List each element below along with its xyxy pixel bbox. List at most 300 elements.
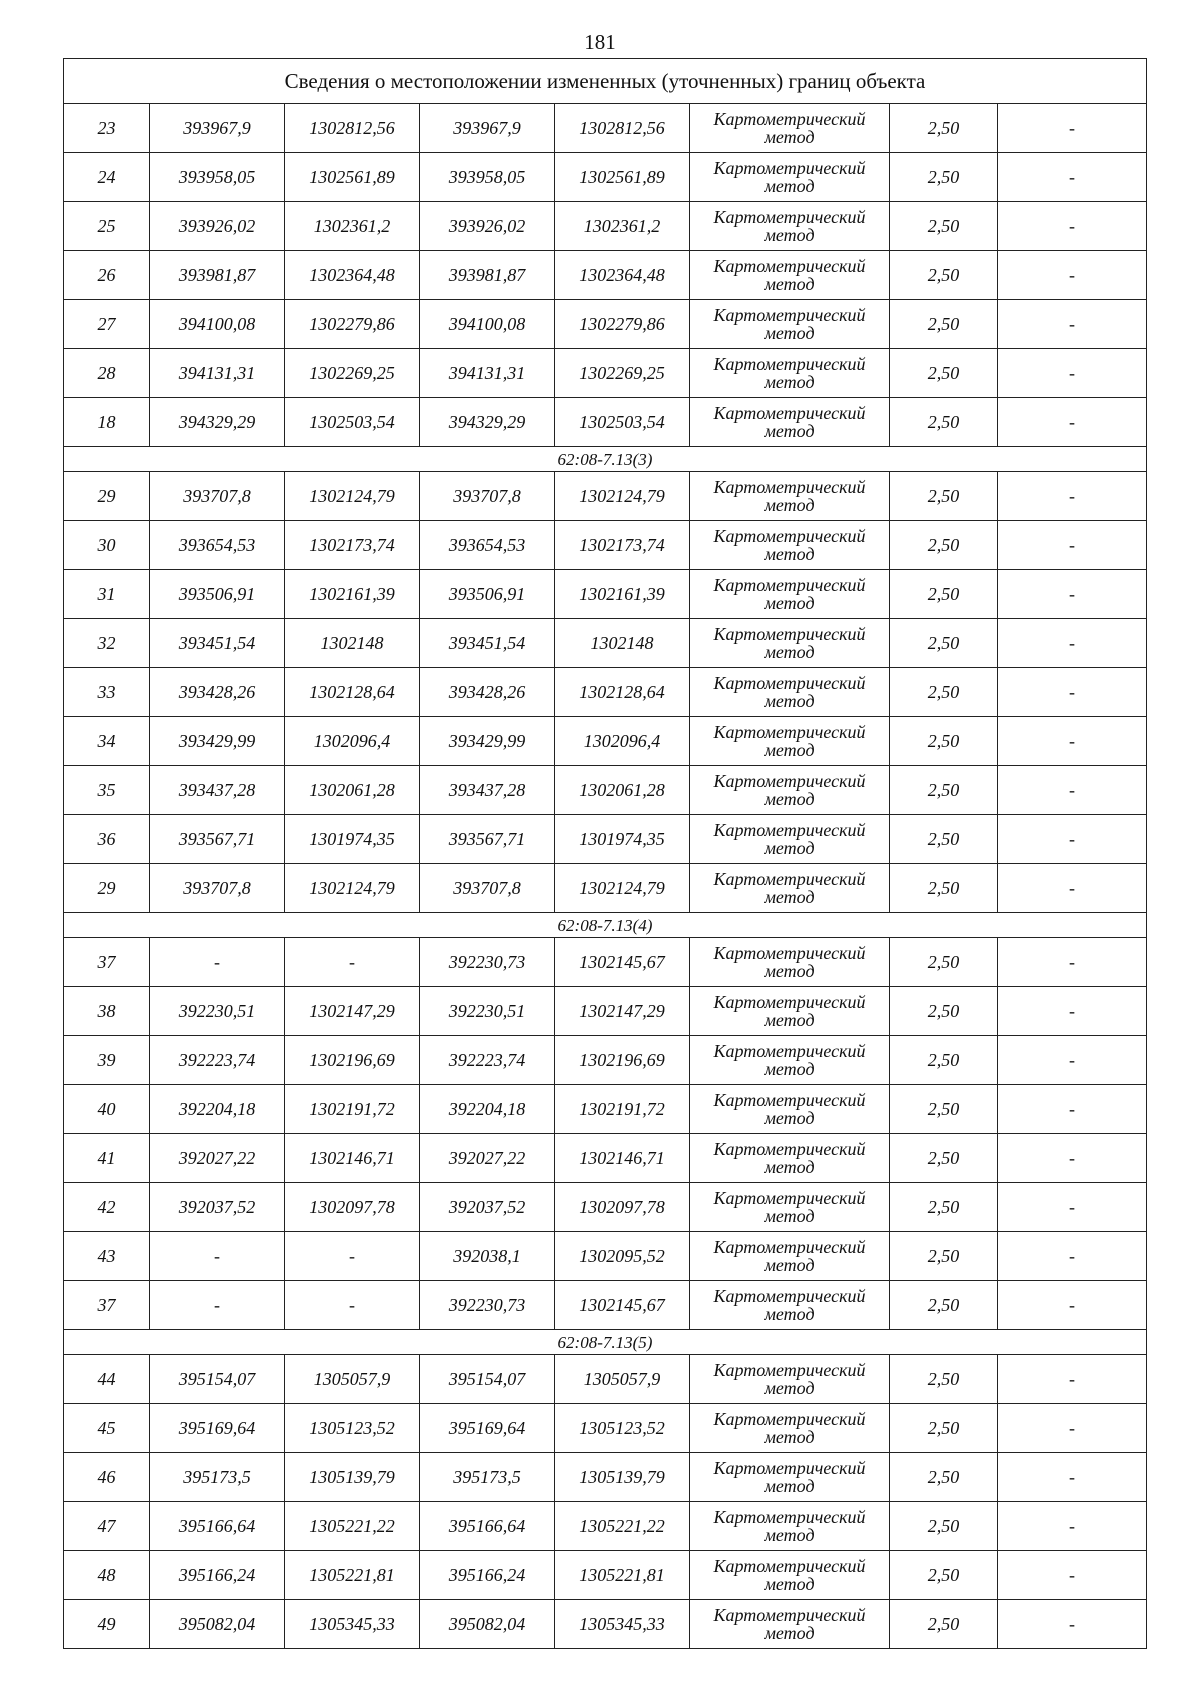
- accuracy-cell: 2,50: [890, 1183, 998, 1232]
- x-refined-cell: 395166,24: [420, 1551, 555, 1600]
- y-existing-cell: -: [285, 1232, 420, 1281]
- y-refined-cell: 1302096,4: [555, 717, 690, 766]
- point-number-cell: 35: [64, 766, 150, 815]
- method-cell: [690, 1502, 890, 1551]
- method-text: Картометрический метод: [713, 1041, 866, 1079]
- x-existing-cell: 395169,64: [150, 1404, 285, 1453]
- x-existing-cell: 394100,08: [150, 300, 285, 349]
- x-existing-cell: 395166,24: [150, 1551, 285, 1600]
- y-refined-cell: 1302812,56: [555, 104, 690, 153]
- table-row: [64, 153, 1147, 202]
- accuracy-cell: 2,50: [890, 472, 998, 521]
- accuracy-cell: 2,50: [890, 300, 998, 349]
- point-number-cell: 47: [64, 1502, 150, 1551]
- method-cell: [690, 1183, 890, 1232]
- point-number-cell: 49: [64, 1600, 150, 1649]
- method-text: Картометрический метод: [713, 992, 866, 1030]
- note-cell: -: [998, 104, 1147, 153]
- y-refined-cell: 1302279,86: [555, 300, 690, 349]
- point-number-cell: 29: [64, 864, 150, 913]
- y-existing-cell: 1302124,79: [285, 472, 420, 521]
- y-existing-cell: -: [285, 1281, 420, 1330]
- x-existing-cell: 393926,02: [150, 202, 285, 251]
- note-cell: -: [998, 398, 1147, 447]
- method-cell: [690, 938, 890, 987]
- x-refined-cell: 395173,5: [420, 1453, 555, 1502]
- point-number-cell: 18: [64, 398, 150, 447]
- note-cell: -: [998, 717, 1147, 766]
- table-row: [64, 104, 1147, 153]
- y-refined-cell: 1302124,79: [555, 472, 690, 521]
- accuracy-cell: 2,50: [890, 202, 998, 251]
- y-existing-cell: 1302061,28: [285, 766, 420, 815]
- point-number-cell: 28: [64, 349, 150, 398]
- y-refined-cell: 1302146,71: [555, 1134, 690, 1183]
- method-cell: [690, 349, 890, 398]
- x-refined-cell: 393981,87: [420, 251, 555, 300]
- method-text: Картометрический метод: [713, 526, 866, 564]
- note-cell: -: [998, 1232, 1147, 1281]
- table-row: [64, 1281, 1147, 1330]
- note-cell: -: [998, 349, 1147, 398]
- method-text: Картометрический метод: [713, 575, 866, 613]
- y-refined-cell: 1302196,69: [555, 1036, 690, 1085]
- method-text: Картометрический метод: [713, 256, 866, 294]
- accuracy-cell: 2,50: [890, 766, 998, 815]
- x-existing-cell: 393437,28: [150, 766, 285, 815]
- y-existing-cell: 1305345,33: [285, 1600, 420, 1649]
- x-refined-cell: 392204,18: [420, 1085, 555, 1134]
- note-cell: -: [998, 938, 1147, 987]
- method-cell: [690, 202, 890, 251]
- x-refined-cell: 395082,04: [420, 1600, 555, 1649]
- method-cell: [690, 815, 890, 864]
- table-row: [64, 619, 1147, 668]
- table-row: [64, 1036, 1147, 1085]
- section-row: [64, 1330, 1147, 1355]
- accuracy-cell: 2,50: [890, 1134, 998, 1183]
- method-text: Картометрический метод: [713, 158, 866, 196]
- method-text: Картометрический метод: [713, 722, 866, 760]
- table-row: [64, 987, 1147, 1036]
- table-row: [64, 521, 1147, 570]
- point-number-cell: 26: [64, 251, 150, 300]
- y-refined-cell: 1302561,89: [555, 153, 690, 202]
- x-existing-cell: 392204,18: [150, 1085, 285, 1134]
- y-refined-cell: 1302173,74: [555, 521, 690, 570]
- note-cell: -: [998, 1502, 1147, 1551]
- table-row: [64, 1502, 1147, 1551]
- note-cell: -: [998, 766, 1147, 815]
- point-number-cell: 25: [64, 202, 150, 251]
- y-refined-cell: 1302128,64: [555, 668, 690, 717]
- y-existing-cell: 1302146,71: [285, 1134, 420, 1183]
- method-cell: [690, 251, 890, 300]
- method-text: Картометрический метод: [713, 1360, 866, 1398]
- y-existing-cell: 1302361,2: [285, 202, 420, 251]
- table-row: [64, 1453, 1147, 1502]
- note-cell: -: [998, 1404, 1147, 1453]
- note-cell: -: [998, 472, 1147, 521]
- y-existing-cell: 1302097,78: [285, 1183, 420, 1232]
- y-refined-cell: 1302124,79: [555, 864, 690, 913]
- method-cell: [690, 766, 890, 815]
- method-cell: [690, 1036, 890, 1085]
- table-row: [64, 717, 1147, 766]
- method-text: Картометрический метод: [713, 1286, 866, 1324]
- accuracy-cell: 2,50: [890, 1404, 998, 1453]
- table-row: [64, 570, 1147, 619]
- method-text: Картометрический метод: [713, 820, 866, 858]
- y-refined-cell: 1305139,79: [555, 1453, 690, 1502]
- method-cell: [690, 619, 890, 668]
- x-existing-cell: -: [150, 938, 285, 987]
- x-existing-cell: 394131,31: [150, 349, 285, 398]
- note-cell: -: [998, 153, 1147, 202]
- x-refined-cell: 395166,64: [420, 1502, 555, 1551]
- point-number-cell: 43: [64, 1232, 150, 1281]
- y-existing-cell: 1302096,4: [285, 717, 420, 766]
- x-existing-cell: 392037,52: [150, 1183, 285, 1232]
- x-existing-cell: 392027,22: [150, 1134, 285, 1183]
- y-refined-cell: 1305221,81: [555, 1551, 690, 1600]
- section-row: [64, 447, 1147, 472]
- section-label: 62:08-7.13(4): [64, 913, 1147, 938]
- x-refined-cell: 392038,1: [420, 1232, 555, 1281]
- note-cell: -: [998, 300, 1147, 349]
- method-cell: [690, 300, 890, 349]
- method-cell: [690, 398, 890, 447]
- point-number-cell: 32: [64, 619, 150, 668]
- x-refined-cell: 393437,28: [420, 766, 555, 815]
- point-number-cell: 44: [64, 1355, 150, 1404]
- method-cell: [690, 570, 890, 619]
- point-number-cell: 24: [64, 153, 150, 202]
- x-refined-cell: 392037,52: [420, 1183, 555, 1232]
- point-number-cell: 41: [64, 1134, 150, 1183]
- table-row: [64, 1404, 1147, 1453]
- point-number-cell: 33: [64, 668, 150, 717]
- point-number-cell: 34: [64, 717, 150, 766]
- note-cell: -: [998, 1036, 1147, 1085]
- x-refined-cell: 393567,71: [420, 815, 555, 864]
- point-number-cell: 23: [64, 104, 150, 153]
- x-refined-cell: 393451,54: [420, 619, 555, 668]
- table-row: [64, 766, 1147, 815]
- note-cell: -: [998, 1085, 1147, 1134]
- y-refined-cell: 1302364,48: [555, 251, 690, 300]
- note-cell: -: [998, 202, 1147, 251]
- y-existing-cell: 1305057,9: [285, 1355, 420, 1404]
- note-cell: -: [998, 1600, 1147, 1649]
- y-refined-cell: 1302148: [555, 619, 690, 668]
- method-text: Картометрический метод: [713, 771, 866, 809]
- method-cell: [690, 1404, 890, 1453]
- y-existing-cell: 1305123,52: [285, 1404, 420, 1453]
- table-title: Сведения о местоположении измененных (уточненных) границ объекта: [64, 59, 1147, 104]
- x-existing-cell: -: [150, 1232, 285, 1281]
- x-existing-cell: 393967,9: [150, 104, 285, 153]
- accuracy-cell: 2,50: [890, 1600, 998, 1649]
- table-row: [64, 1085, 1147, 1134]
- accuracy-cell: 2,50: [890, 668, 998, 717]
- table-row: [64, 668, 1147, 717]
- accuracy-cell: 2,50: [890, 1502, 998, 1551]
- point-number-cell: 27: [64, 300, 150, 349]
- method-text: Картометрический метод: [713, 109, 866, 147]
- method-text: Картометрический метод: [713, 1188, 866, 1226]
- table-row: [64, 1600, 1147, 1649]
- y-existing-cell: 1302128,64: [285, 668, 420, 717]
- note-cell: -: [998, 1355, 1147, 1404]
- y-existing-cell: 1302161,39: [285, 570, 420, 619]
- table-row: [64, 251, 1147, 300]
- y-existing-cell: 1305221,22: [285, 1502, 420, 1551]
- x-refined-cell: 393967,9: [420, 104, 555, 153]
- point-number-cell: 45: [64, 1404, 150, 1453]
- method-cell: [690, 1232, 890, 1281]
- x-existing-cell: 393428,26: [150, 668, 285, 717]
- accuracy-cell: 2,50: [890, 153, 998, 202]
- y-refined-cell: 1302269,25: [555, 349, 690, 398]
- table-row: [64, 1232, 1147, 1281]
- method-text: Картометрический метод: [713, 477, 866, 515]
- note-cell: -: [998, 1453, 1147, 1502]
- method-text: Картометрический метод: [713, 354, 866, 392]
- accuracy-cell: 2,50: [890, 1232, 998, 1281]
- note-cell: -: [998, 619, 1147, 668]
- x-refined-cell: 392230,51: [420, 987, 555, 1036]
- method-text: Картометрический метод: [713, 1409, 866, 1447]
- method-text: Картометрический метод: [713, 869, 866, 907]
- x-existing-cell: 393429,99: [150, 717, 285, 766]
- x-refined-cell: 393428,26: [420, 668, 555, 717]
- point-number-cell: 42: [64, 1183, 150, 1232]
- y-existing-cell: 1302364,48: [285, 251, 420, 300]
- note-cell: -: [998, 1183, 1147, 1232]
- x-refined-cell: 395154,07: [420, 1355, 555, 1404]
- accuracy-cell: 2,50: [890, 1036, 998, 1085]
- method-cell: [690, 521, 890, 570]
- x-refined-cell: 392223,74: [420, 1036, 555, 1085]
- method-text: Картометрический метод: [713, 1458, 866, 1496]
- method-text: Картометрический метод: [713, 403, 866, 441]
- x-refined-cell: 392230,73: [420, 1281, 555, 1330]
- accuracy-cell: 2,50: [890, 1355, 998, 1404]
- x-existing-cell: -: [150, 1281, 285, 1330]
- boundary-coordinates-table: [63, 58, 1147, 1649]
- table-row: [64, 398, 1147, 447]
- accuracy-cell: 2,50: [890, 570, 998, 619]
- point-number-cell: 46: [64, 1453, 150, 1502]
- table-row: [64, 864, 1147, 913]
- method-text: Картометрический метод: [713, 207, 866, 245]
- note-cell: -: [998, 1281, 1147, 1330]
- accuracy-cell: 2,50: [890, 521, 998, 570]
- x-existing-cell: 393451,54: [150, 619, 285, 668]
- method-text: Картометрический метод: [713, 1605, 866, 1643]
- point-number-cell: 31: [64, 570, 150, 619]
- note-cell: -: [998, 251, 1147, 300]
- table-row: [64, 202, 1147, 251]
- x-existing-cell: 395154,07: [150, 1355, 285, 1404]
- x-existing-cell: 395173,5: [150, 1453, 285, 1502]
- y-existing-cell: 1305221,81: [285, 1551, 420, 1600]
- note-cell: -: [998, 1551, 1147, 1600]
- method-cell: [690, 1453, 890, 1502]
- method-cell: [690, 1085, 890, 1134]
- note-cell: -: [998, 987, 1147, 1036]
- method-cell: [690, 987, 890, 1036]
- y-refined-cell: 1305123,52: [555, 1404, 690, 1453]
- accuracy-cell: 2,50: [890, 349, 998, 398]
- x-existing-cell: 393506,91: [150, 570, 285, 619]
- accuracy-cell: 2,50: [890, 1453, 998, 1502]
- method-cell: [690, 1355, 890, 1404]
- note-cell: -: [998, 668, 1147, 717]
- x-refined-cell: 393707,8: [420, 472, 555, 521]
- x-existing-cell: 394329,29: [150, 398, 285, 447]
- method-text: Картометрический метод: [713, 1507, 866, 1545]
- x-existing-cell: 395166,64: [150, 1502, 285, 1551]
- y-existing-cell: 1302269,25: [285, 349, 420, 398]
- y-refined-cell: 1302147,29: [555, 987, 690, 1036]
- x-refined-cell: 393506,91: [420, 570, 555, 619]
- method-cell: [690, 717, 890, 766]
- accuracy-cell: 2,50: [890, 815, 998, 864]
- method-text: Картометрический метод: [713, 1090, 866, 1128]
- method-text: Картометрический метод: [713, 624, 866, 662]
- y-existing-cell: 1302148: [285, 619, 420, 668]
- accuracy-cell: 2,50: [890, 717, 998, 766]
- x-refined-cell: 393429,99: [420, 717, 555, 766]
- y-existing-cell: 1302503,54: [285, 398, 420, 447]
- x-refined-cell: 394329,29: [420, 398, 555, 447]
- note-cell: -: [998, 1134, 1147, 1183]
- y-refined-cell: 1302361,2: [555, 202, 690, 251]
- y-existing-cell: 1302124,79: [285, 864, 420, 913]
- x-existing-cell: 393567,71: [150, 815, 285, 864]
- x-refined-cell: 394131,31: [420, 349, 555, 398]
- method-cell: [690, 1551, 890, 1600]
- y-existing-cell: -: [285, 938, 420, 987]
- y-refined-cell: 1302161,39: [555, 570, 690, 619]
- accuracy-cell: 2,50: [890, 251, 998, 300]
- x-existing-cell: 393707,8: [150, 864, 285, 913]
- section-label: 62:08-7.13(3): [64, 447, 1147, 472]
- y-existing-cell: 1302812,56: [285, 104, 420, 153]
- method-text: Картометрический метод: [713, 1556, 866, 1594]
- table-row: [64, 938, 1147, 987]
- y-refined-cell: 1301974,35: [555, 815, 690, 864]
- method-text: Картометрический метод: [713, 943, 866, 981]
- x-refined-cell: 393958,05: [420, 153, 555, 202]
- x-existing-cell: 393981,87: [150, 251, 285, 300]
- y-existing-cell: 1302279,86: [285, 300, 420, 349]
- point-number-cell: 48: [64, 1551, 150, 1600]
- note-cell: -: [998, 815, 1147, 864]
- table-row: [64, 349, 1147, 398]
- x-refined-cell: 393926,02: [420, 202, 555, 251]
- method-text: Картометрический метод: [713, 1139, 866, 1177]
- point-number-cell: 40: [64, 1085, 150, 1134]
- page-number: 181: [584, 30, 616, 54]
- point-number-cell: 37: [64, 1281, 150, 1330]
- y-existing-cell: 1302191,72: [285, 1085, 420, 1134]
- y-existing-cell: 1302173,74: [285, 521, 420, 570]
- method-cell: [690, 153, 890, 202]
- x-existing-cell: 393958,05: [150, 153, 285, 202]
- accuracy-cell: 2,50: [890, 987, 998, 1036]
- x-existing-cell: 393707,8: [150, 472, 285, 521]
- x-refined-cell: 392230,73: [420, 938, 555, 987]
- accuracy-cell: 2,50: [890, 1551, 998, 1600]
- table-row: [64, 1183, 1147, 1232]
- method-cell: [690, 1134, 890, 1183]
- y-existing-cell: 1302196,69: [285, 1036, 420, 1085]
- method-text: Картометрический метод: [713, 1237, 866, 1275]
- note-cell: -: [998, 521, 1147, 570]
- x-refined-cell: 392027,22: [420, 1134, 555, 1183]
- x-existing-cell: 392230,51: [150, 987, 285, 1036]
- y-refined-cell: 1302095,52: [555, 1232, 690, 1281]
- table-row: [64, 1134, 1147, 1183]
- x-existing-cell: 392223,74: [150, 1036, 285, 1085]
- point-number-cell: 38: [64, 987, 150, 1036]
- accuracy-cell: 2,50: [890, 938, 998, 987]
- y-existing-cell: 1305139,79: [285, 1453, 420, 1502]
- note-cell: -: [998, 570, 1147, 619]
- y-refined-cell: 1305057,9: [555, 1355, 690, 1404]
- x-refined-cell: 393654,53: [420, 521, 555, 570]
- table-row: [64, 1355, 1147, 1404]
- method-cell: [690, 472, 890, 521]
- y-refined-cell: 1302145,67: [555, 1281, 690, 1330]
- point-number-cell: 36: [64, 815, 150, 864]
- method-cell: [690, 864, 890, 913]
- y-refined-cell: 1305345,33: [555, 1600, 690, 1649]
- method-cell: [690, 668, 890, 717]
- method-text: Картометрический метод: [713, 673, 866, 711]
- accuracy-cell: 2,50: [890, 619, 998, 668]
- table-row: [64, 472, 1147, 521]
- y-refined-cell: 1302503,54: [555, 398, 690, 447]
- table-row: [64, 300, 1147, 349]
- y-refined-cell: 1305221,22: [555, 1502, 690, 1551]
- y-refined-cell: 1302061,28: [555, 766, 690, 815]
- accuracy-cell: 2,50: [890, 398, 998, 447]
- section-label: 62:08-7.13(5): [64, 1330, 1147, 1355]
- point-number-cell: 29: [64, 472, 150, 521]
- table-title-row: [64, 59, 1147, 104]
- y-refined-cell: 1302097,78: [555, 1183, 690, 1232]
- section-row: [64, 913, 1147, 938]
- point-number-cell: 30: [64, 521, 150, 570]
- accuracy-cell: 2,50: [890, 864, 998, 913]
- y-existing-cell: 1301974,35: [285, 815, 420, 864]
- x-existing-cell: 395082,04: [150, 1600, 285, 1649]
- x-refined-cell: 394100,08: [420, 300, 555, 349]
- x-refined-cell: 393707,8: [420, 864, 555, 913]
- method-text: Картометрический метод: [713, 305, 866, 343]
- y-refined-cell: 1302191,72: [555, 1085, 690, 1134]
- note-cell: -: [998, 864, 1147, 913]
- accuracy-cell: 2,50: [890, 1281, 998, 1330]
- accuracy-cell: 2,50: [890, 104, 998, 153]
- method-cell: [690, 104, 890, 153]
- y-existing-cell: 1302147,29: [285, 987, 420, 1036]
- x-refined-cell: 395169,64: [420, 1404, 555, 1453]
